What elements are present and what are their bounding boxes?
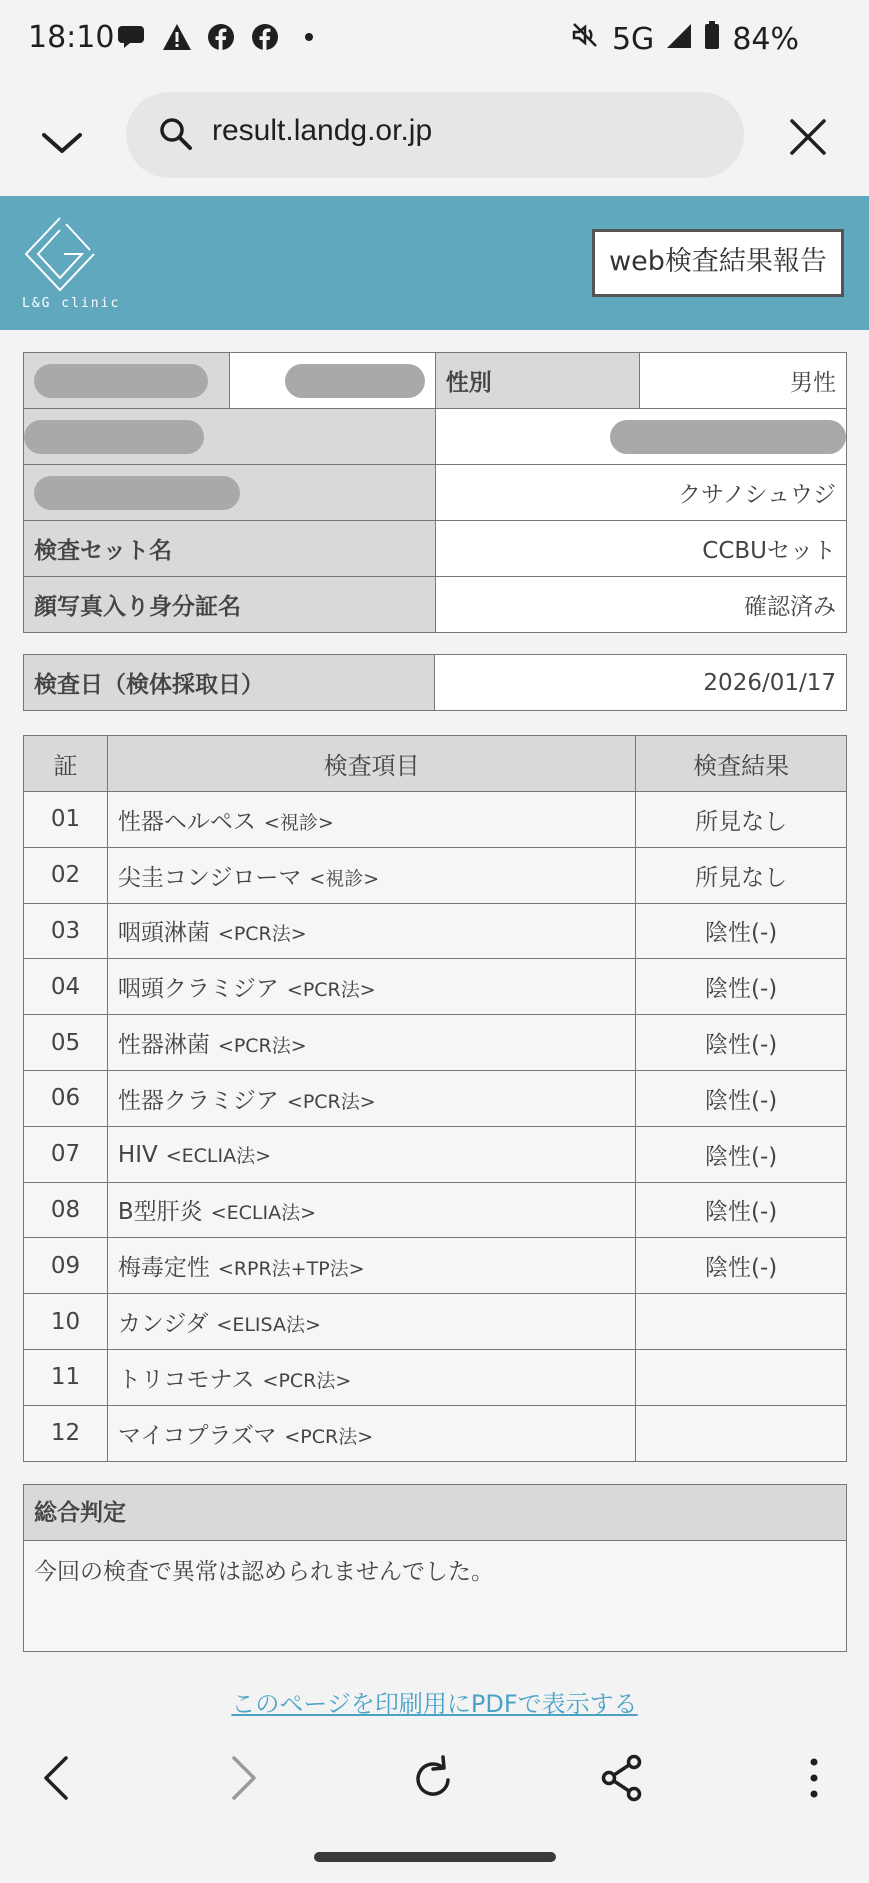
test-item (107, 1182, 635, 1238)
facebook-icon (206, 22, 236, 52)
test-result: 陰性(-) (636, 959, 847, 1015)
test-result: 陰性(-) (636, 1070, 847, 1126)
test-item (107, 1349, 635, 1405)
row-number: 09 (24, 1238, 108, 1294)
notification-icons (118, 22, 324, 52)
test-item-name: 性器クラミジア (117, 1087, 279, 1114)
more-menu-icon[interactable] (784, 1748, 844, 1808)
test-result (636, 1405, 847, 1461)
redacted-field (435, 409, 846, 465)
table-row (24, 1070, 847, 1126)
chevron-down-icon[interactable] (38, 119, 86, 167)
home-gesture-bar[interactable] (314, 1852, 556, 1862)
browser-toolbar (0, 82, 869, 196)
test-item-name: HIV (117, 1141, 158, 1168)
test-method: <PCR法> (286, 1090, 376, 1113)
redacted-field (24, 409, 436, 465)
test-item-name: カンジダ (117, 1311, 209, 1338)
overall-judgement-label: 総合判定 (24, 1485, 846, 1541)
row-number: 01 (24, 792, 108, 848)
report-title-button[interactable]: web検査結果報告 (592, 229, 844, 297)
table-row (24, 1015, 847, 1071)
test-date-label: 検査日（検体採取日） (24, 655, 435, 711)
redaction-bar (285, 364, 425, 398)
info-row (24, 521, 847, 577)
dot-icon (294, 22, 324, 52)
url-bar[interactable] (126, 92, 744, 178)
kana-name-value: クサノシュウジ (435, 465, 846, 521)
table-row (24, 959, 847, 1015)
row-number: 03 (24, 903, 108, 959)
redaction-bar (610, 420, 846, 454)
col-result-header: 検査結果 (636, 736, 847, 792)
info-row (24, 409, 847, 465)
test-method: <視診> (309, 867, 380, 890)
table-row (24, 903, 847, 959)
test-result (636, 1349, 847, 1405)
test-item (107, 903, 635, 959)
row-number: 08 (24, 1182, 108, 1238)
redacted-field (24, 465, 436, 521)
table-row (24, 847, 847, 903)
test-item (107, 1126, 635, 1182)
redaction-bar (34, 364, 208, 398)
test-item (107, 1070, 635, 1126)
test-result: 陰性(-) (636, 1182, 847, 1238)
table-row (24, 1349, 847, 1405)
test-method: <PCR法> (286, 979, 376, 1002)
col-item-header: 検査項目 (107, 736, 635, 792)
row-number: 04 (24, 959, 108, 1015)
back-icon[interactable] (26, 1748, 86, 1808)
test-set-value: CCBUセット (435, 521, 846, 577)
test-item-name: 性器淋菌 (117, 1032, 210, 1059)
test-item (107, 1294, 635, 1350)
test-item (107, 1238, 635, 1294)
test-method: <ECLIA法> (165, 1144, 272, 1167)
row-number: 05 (24, 1015, 108, 1071)
info-row (24, 353, 847, 409)
patient-info-table (23, 352, 847, 633)
redaction-bar (34, 476, 240, 510)
print-pdf-link[interactable]: このページを印刷用にPDFで表示する (231, 1690, 638, 1718)
test-item (107, 847, 635, 903)
test-date-value: 2026/01/17 (435, 655, 847, 711)
redaction-bar (24, 420, 204, 454)
overall-judgement (23, 1484, 847, 1652)
date-row (24, 655, 847, 711)
test-item-name: 咽頭淋菌 (117, 920, 210, 947)
test-item-name: B型肝炎 (117, 1199, 203, 1226)
table-row (24, 1294, 847, 1350)
test-method: <RPR法+TP法> (217, 1258, 365, 1281)
row-number: 07 (24, 1126, 108, 1182)
row-number: 12 (24, 1405, 108, 1461)
test-method: <視診> (263, 811, 334, 834)
test-method: <PCR法> (262, 1369, 352, 1392)
gender-value: 男性 (640, 353, 847, 409)
row-number: 06 (24, 1070, 108, 1126)
status-bar (0, 0, 869, 82)
test-method: <PCR法> (217, 923, 307, 946)
forward-icon[interactable] (214, 1748, 274, 1808)
test-result (636, 1294, 847, 1350)
results-table (23, 735, 847, 1462)
battery-icon (704, 21, 720, 57)
row-number: 11 (24, 1349, 108, 1405)
table-row (24, 1182, 847, 1238)
test-item (107, 792, 635, 848)
test-item-name: トリコモナス (117, 1366, 255, 1393)
test-method: <PCR法> (217, 1035, 307, 1058)
reload-icon[interactable] (404, 1748, 464, 1808)
info-row (24, 577, 847, 633)
test-method: <ECLIA法> (210, 1202, 316, 1225)
warning-icon (162, 22, 192, 52)
search-icon (158, 116, 194, 156)
photo-id-value: 確認済み (435, 577, 846, 633)
test-date-table (23, 654, 847, 711)
photo-id-label: 顔写真入り身分証名 (24, 577, 436, 633)
network-label: 5G (611, 21, 655, 57)
col-number-header: 証 (24, 736, 108, 792)
table-row (24, 1238, 847, 1294)
test-method: <PCR法> (284, 1425, 374, 1448)
test-result: 所見なし (636, 792, 847, 848)
test-result: 陰性(-) (636, 1126, 847, 1182)
table-row (24, 792, 847, 848)
share-icon[interactable] (592, 1748, 652, 1808)
system-status (570, 20, 799, 58)
overall-judgement-text: 今回の検査で異常は認められませんでした。 (34, 1559, 494, 1585)
logo-text: L&G clinic (22, 296, 121, 311)
test-item (107, 1405, 635, 1461)
test-item-name: マイコプラズマ (117, 1422, 277, 1449)
browser-bottom-bar (0, 1722, 869, 1883)
facebook-icon (250, 22, 280, 52)
results-header-row (24, 736, 847, 792)
info-row (24, 465, 847, 521)
test-item (107, 959, 635, 1015)
test-result: 所見なし (636, 847, 847, 903)
row-number: 10 (24, 1294, 108, 1350)
table-row (24, 1405, 847, 1461)
clinic-logo[interactable] (20, 214, 100, 298)
test-item-name: 尖圭コンジローマ (117, 864, 302, 891)
test-result: 陰性(-) (636, 1238, 847, 1294)
test-item-name: 梅毒定性 (117, 1255, 210, 1282)
battery-level: 84% (732, 21, 799, 57)
test-result: 陰性(-) (636, 903, 847, 959)
test-item-name: 咽頭クラミジア (117, 976, 279, 1003)
test-set-label: 検査セット名 (24, 521, 436, 577)
test-item (107, 1015, 635, 1071)
status-time: 18:10 (28, 20, 115, 55)
test-item-name: 性器ヘルペス (117, 808, 256, 835)
redacted-field (229, 353, 435, 409)
signal-icon (666, 22, 692, 57)
test-result: 陰性(-) (636, 1015, 847, 1071)
url-text: result.landg.or.jp (212, 114, 433, 147)
close-icon[interactable] (786, 115, 830, 159)
redacted-field (24, 353, 230, 409)
test-method: <ELISA法> (216, 1314, 321, 1337)
mute-icon (570, 20, 600, 58)
site-header (0, 196, 869, 330)
table-row (24, 1126, 847, 1182)
chat-bubble-icon (118, 22, 148, 52)
gender-label: 性別 (435, 353, 640, 409)
row-number: 02 (24, 847, 108, 903)
